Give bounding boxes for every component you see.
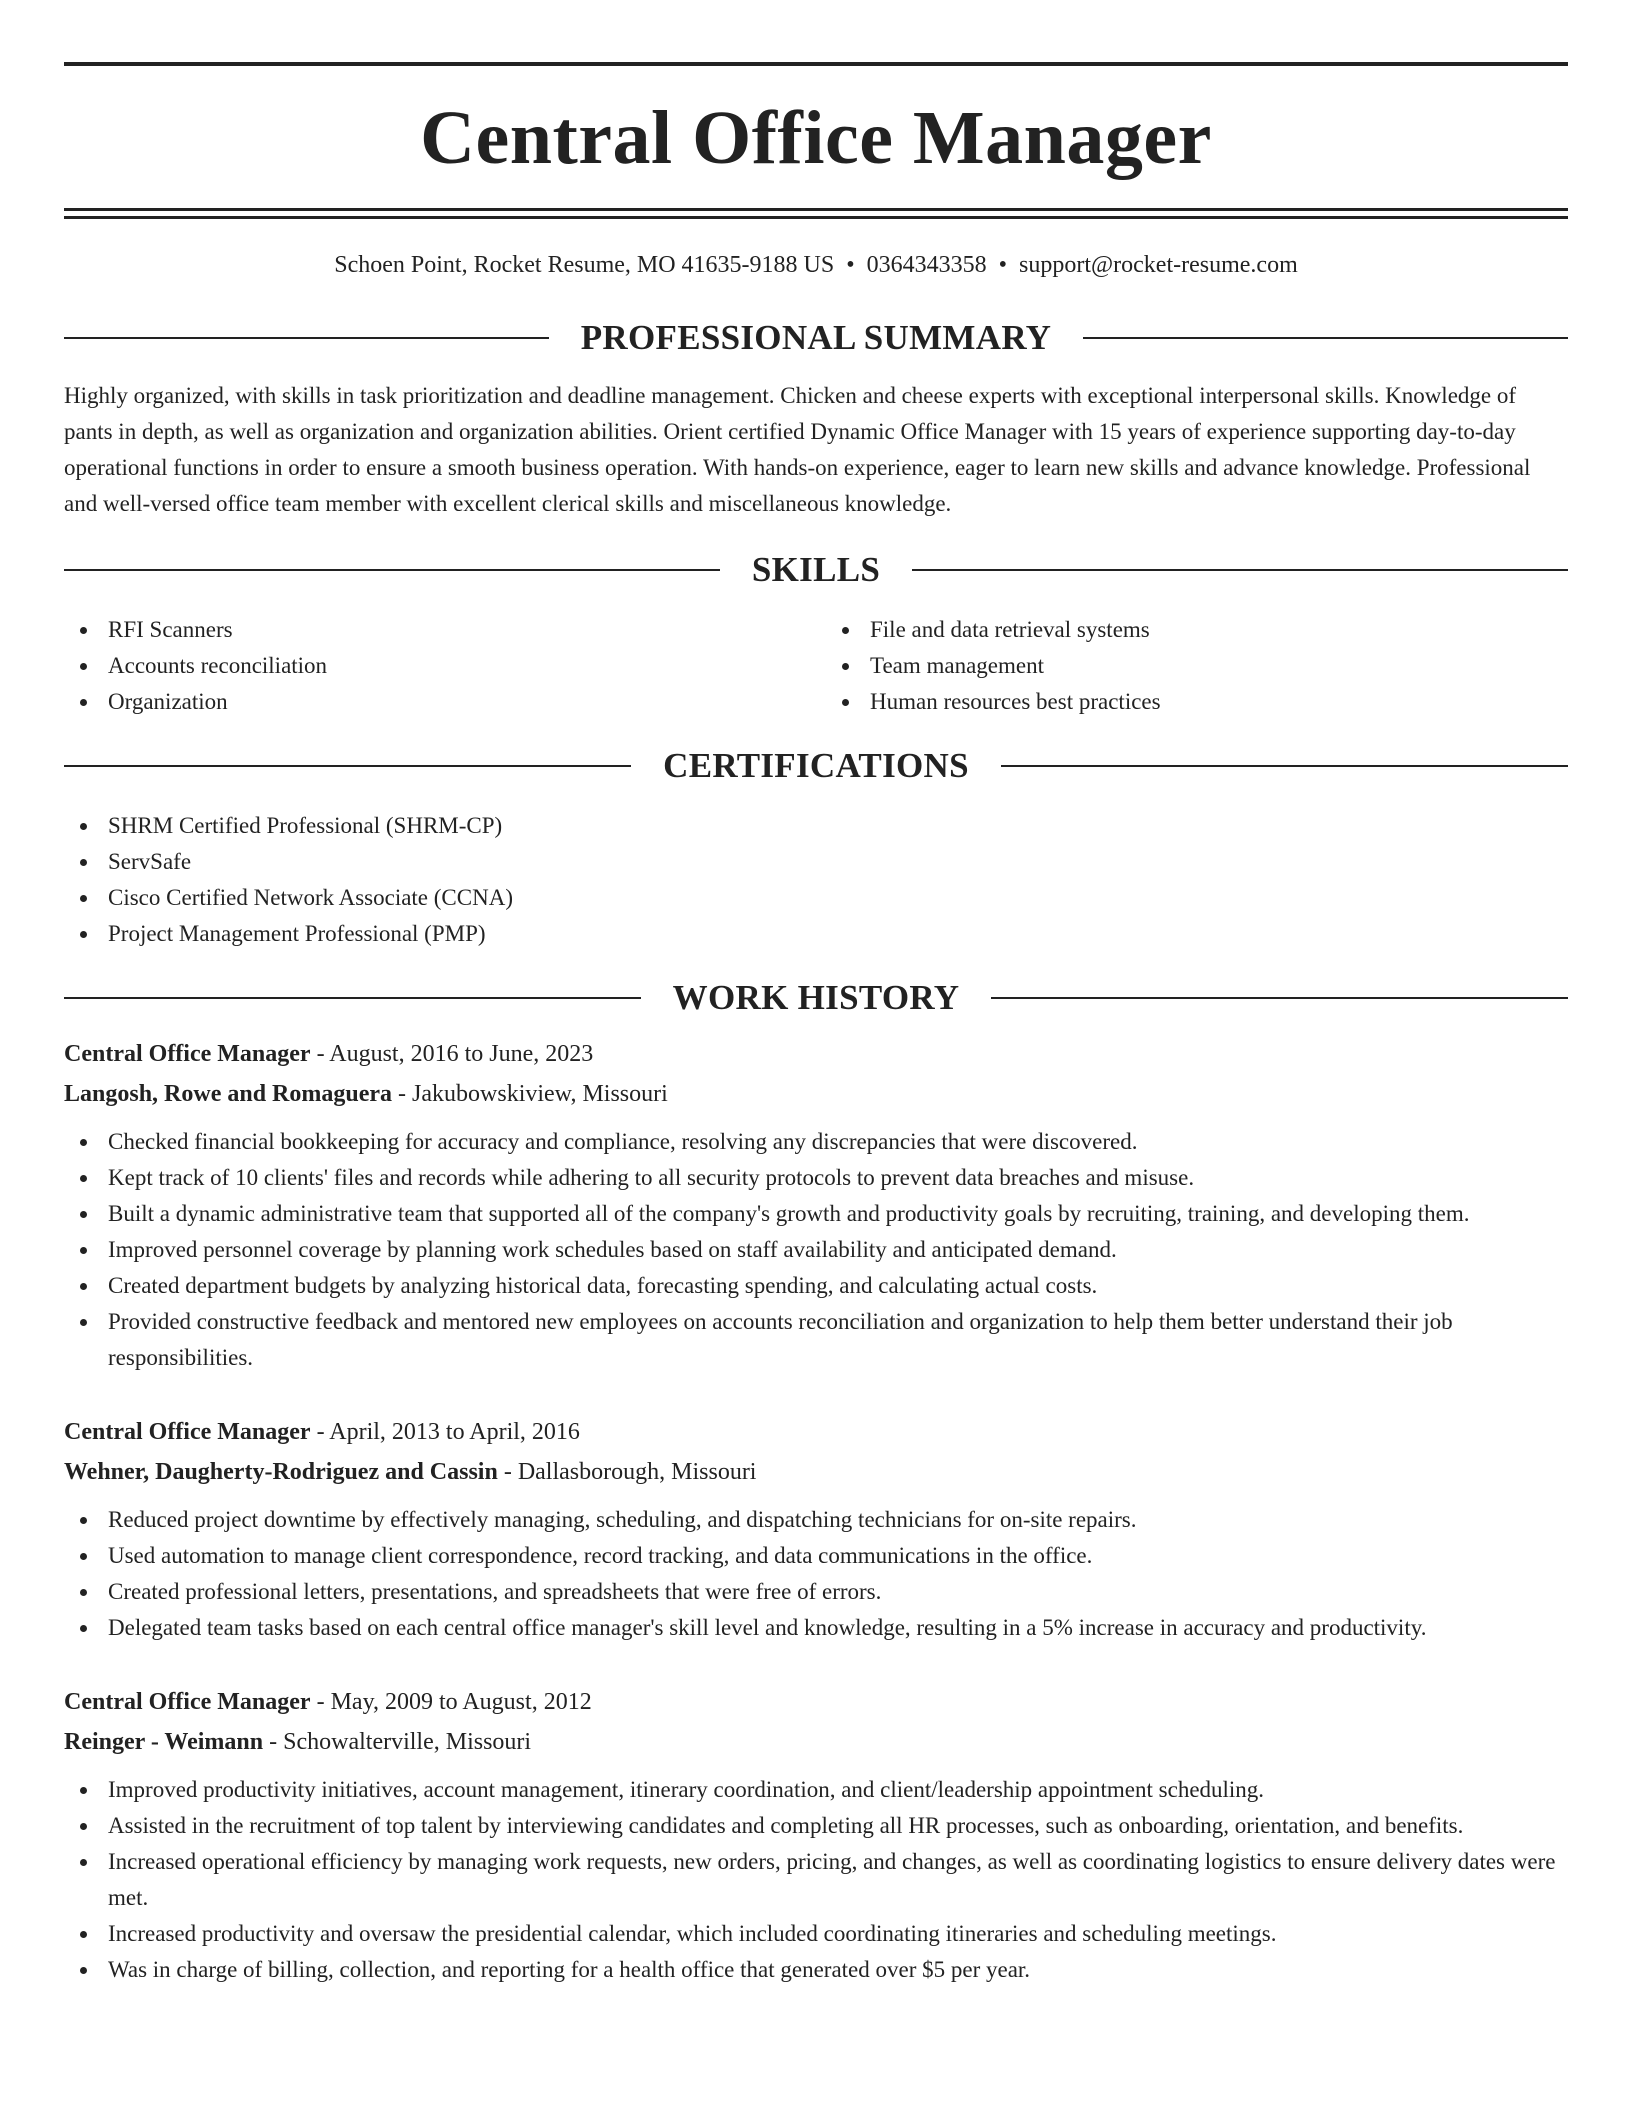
list-item: Checked financial bookkeeping for accuracy and compliance, resolving any discrepancies that were discovered. bbox=[64, 1124, 1568, 1160]
section-rule-left bbox=[64, 997, 641, 999]
section-rule-left bbox=[64, 337, 549, 339]
job-company: Langosh, Rowe and Romaguera bbox=[64, 1080, 393, 1107]
section-title-work: WORK HISTORY bbox=[672, 978, 960, 1018]
job-location: - Schowalterville, Missouri bbox=[263, 1728, 532, 1755]
section-rule-right bbox=[1001, 765, 1568, 767]
list-item: Was in charge of billing, collection, and reporting for a health office that generated over $5 per year. bbox=[64, 1952, 1568, 1988]
skills-list bbox=[64, 612, 1568, 720]
section-rule-right bbox=[991, 997, 1568, 999]
contact-address: Schoen Point, Rocket Resume, MO 41635-9188 US bbox=[334, 252, 835, 278]
job-company-line bbox=[64, 1722, 1568, 1762]
job-role: Central Office Manager bbox=[64, 1040, 311, 1067]
list-item: Cisco Certified Network Associate (CCNA) bbox=[64, 880, 1568, 916]
job-entry bbox=[64, 1034, 1568, 1376]
summary-text: Highly organized, with skills in task prioritization and deadline management. Chicken and cheese experts with exceptional interpersonal skills. Knowledge of pants in depth, as well as organization and organization abilities. Orient certified Dynamic Office Manager with 15 years of experience supporting day-to-day operational functions in order to ensure a smooth business operation. With hands-on experience, eager to learn new skills and advance knowledge. Professional and well-versed office team member with excellent clerical skills and miscellaneous knowledge. bbox=[64, 382, 1531, 516]
job-bullets bbox=[64, 1772, 1568, 1988]
list-item: Provided constructive feedback and mentored new employees on accounts reconciliation and organization to help them better understand their job responsibilities. bbox=[64, 1304, 1568, 1376]
list-item: Team management bbox=[826, 648, 1568, 684]
list-item: Project Management Professional (PMP) bbox=[64, 916, 1568, 952]
job-location: - Dallasborough, Missouri bbox=[497, 1458, 757, 1485]
section-header-work bbox=[64, 978, 1568, 1018]
section-rule-right bbox=[912, 569, 1568, 571]
section-header-certifications bbox=[64, 746, 1568, 786]
job-bullets bbox=[64, 1124, 1568, 1376]
contact-phone: 0364343358 bbox=[866, 252, 987, 278]
list-item: Accounts reconciliation bbox=[64, 648, 816, 684]
job-title-line bbox=[64, 1034, 1568, 1074]
section-rule-left bbox=[64, 569, 720, 571]
job-bullets bbox=[64, 1502, 1568, 1646]
job-title-line bbox=[64, 1682, 1568, 1722]
job-role: Central Office Manager bbox=[64, 1688, 311, 1715]
contact-line bbox=[64, 251, 1568, 280]
job-dates: - May, 2009 to August, 2012 bbox=[310, 1688, 592, 1715]
list-item: Created department budgets by analyzing historical data, forecasting spending, and calculating actual costs. bbox=[64, 1268, 1568, 1304]
list-item: Built a dynamic administrative team that supported all of the company's growth and productivity goals by recruiting, training, and developing them. bbox=[64, 1196, 1568, 1232]
list-item: Assisted in the recruitment of top talent by interviewing candidates and completing all HR processes, such as onboarding, orientation, and benefits. bbox=[64, 1808, 1568, 1844]
certifications-list bbox=[64, 808, 1568, 952]
contact-email: support@rocket-resume.com bbox=[1019, 252, 1298, 278]
job-company: Reinger - Weimann bbox=[64, 1728, 264, 1755]
job-role: Central Office Manager bbox=[64, 1418, 311, 1445]
job-title-line bbox=[64, 1412, 1568, 1452]
job-entry bbox=[64, 1682, 1568, 1988]
section-title-summary: PROFESSIONAL SUMMARY bbox=[580, 318, 1052, 358]
job-dates: - August, 2016 to June, 2023 bbox=[310, 1040, 594, 1067]
section-header-skills bbox=[64, 550, 1568, 590]
skills-column-left bbox=[64, 612, 816, 720]
list-item: RFI Scanners bbox=[64, 612, 816, 648]
list-item: Created professional letters, presentations, and spreadsheets that were free of errors. bbox=[64, 1574, 1568, 1610]
job-entry bbox=[64, 1412, 1568, 1646]
section-title-skills: SKILLS bbox=[751, 550, 881, 590]
resume-name: Central Office Manager bbox=[420, 96, 1212, 180]
section-rule-left bbox=[64, 765, 631, 767]
list-item: Human resources best practices bbox=[826, 684, 1568, 720]
job-company-line bbox=[64, 1452, 1568, 1492]
list-item: ServSafe bbox=[64, 844, 1568, 880]
job-company: Wehner, Daugherty-Rodriguez and Cassin bbox=[64, 1458, 498, 1485]
section-rule-right bbox=[1083, 337, 1568, 339]
top-rule bbox=[64, 62, 1568, 66]
section-header-summary bbox=[64, 318, 1568, 358]
contact-separator: • bbox=[846, 252, 855, 278]
double-rule bbox=[64, 208, 1568, 219]
list-item: Improved productivity initiatives, account management, itinerary coordination, and client/leadership appointment scheduling. bbox=[64, 1772, 1568, 1808]
job-location: - Jakubowskiview, Missouri bbox=[392, 1080, 668, 1107]
list-item: Organization bbox=[64, 684, 816, 720]
list-item: Kept track of 10 clients' files and records while adhering to all security protocols to prevent data breaches and misuse. bbox=[64, 1160, 1568, 1196]
list-item: Increased productivity and oversaw the presidential calendar, which included coordinating itineraries and scheduling meetings. bbox=[64, 1916, 1568, 1952]
job-company-line bbox=[64, 1074, 1568, 1114]
job-dates: - April, 2013 to April, 2016 bbox=[310, 1418, 580, 1445]
contact-separator: • bbox=[998, 252, 1008, 278]
list-item: Reduced project downtime by effectively managing, scheduling, and dispatching technicians for on-site repairs. bbox=[64, 1502, 1568, 1538]
list-item: File and data retrieval systems bbox=[826, 612, 1568, 648]
list-item: SHRM Certified Professional (SHRM-CP) bbox=[64, 808, 1568, 844]
skills-column-right bbox=[816, 612, 1568, 720]
section-title-certifications: CERTIFICATIONS bbox=[663, 746, 969, 786]
list-item: Delegated team tasks based on each central office manager's skill level and knowledge, resulting in a 5% increase in accuracy and productivity. bbox=[64, 1610, 1568, 1646]
list-item: Increased operational efficiency by managing work requests, new orders, pricing, and changes, as well as coordinating logistics to ensure delivery dates were met. bbox=[64, 1844, 1568, 1916]
list-item: Used automation to manage client correspondence, record tracking, and data communications in the office. bbox=[64, 1538, 1568, 1574]
list-item: Improved personnel coverage by planning work schedules based on staff availability and anticipated demand. bbox=[64, 1232, 1568, 1268]
